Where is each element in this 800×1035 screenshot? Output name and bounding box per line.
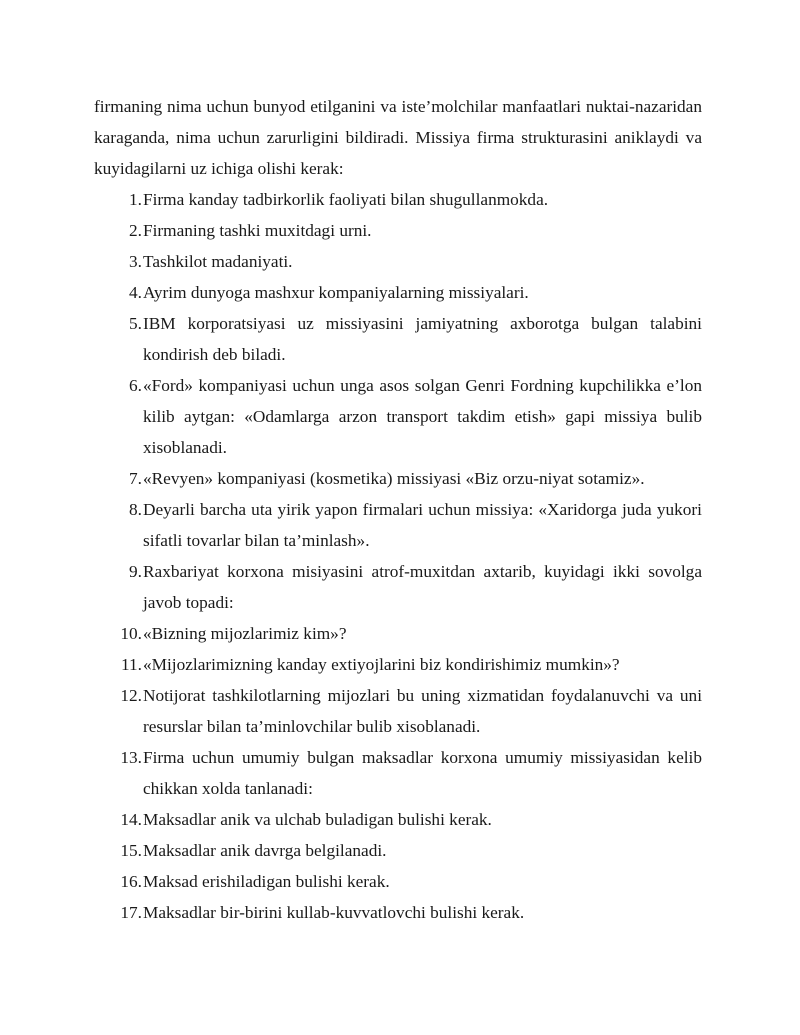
list-item bbox=[94, 494, 702, 556]
list-item-text: IBM korporatsiyasi uz missiyasini jamiyatning axborotga bulgan talabini kondirish deb biladi. bbox=[143, 314, 702, 364]
list-item-text: Ayrim dunyoga mashxur kompaniyalarning missiyalari. bbox=[143, 283, 529, 302]
list-item-number: 17. bbox=[120, 903, 142, 922]
list-item bbox=[94, 246, 702, 277]
list-item bbox=[94, 742, 702, 804]
list-item bbox=[94, 680, 702, 742]
list-item-text: Raxbariyat korxona misiyasini atrof-muxitdan axtarib, kuyidagi ikki sovolga javob topadi: bbox=[143, 562, 702, 612]
list-item-number: 3. bbox=[129, 252, 142, 271]
list-item-number: 5. bbox=[129, 314, 142, 333]
list-item bbox=[94, 370, 702, 463]
list-item-text: Tashkilot madaniyati. bbox=[143, 252, 293, 271]
numbered-list bbox=[94, 184, 702, 928]
list-item bbox=[94, 835, 702, 866]
list-item-number: 15. bbox=[120, 841, 142, 860]
list-item-text: Firma uchun umumiy bulgan maksadlar korxona umumiy missiyasidan kelib chikkan xolda tanlanadi: bbox=[143, 748, 702, 798]
list-item bbox=[94, 897, 702, 928]
intro-paragraph: firmaning nima uchun bunyod etilganini va iste’molchilar manfaatlari nuktai-nazaridan karaganda, nima uchun zarurligini bildiradi. Missiya firma strukturasini aniklaydi va kuyidagilarni uz ichiga olishi kerak: bbox=[94, 97, 702, 178]
document-page bbox=[94, 91, 702, 928]
list-item-text: Maksadlar bir-birini kullab-kuvvatlovchi bulishi kerak. bbox=[143, 903, 525, 922]
list-item-text: Maksad erishiladigan bulishi kerak. bbox=[143, 872, 390, 891]
list-item-text: Notijorat tashkilotlarning mijozlari bu uning xizmatidan foydalanuvchi va uni resurslar bilan ta’minlovchilar bulib xisoblanadi. bbox=[143, 686, 702, 736]
list-item-text: «Ford» kompaniyasi uchun unga asos solgan Genri Fordning kupchilikka e’lon kilib aytgan: «Odamlarga arzon transport takdim etish» gapi missiya bulib xisoblanadi. bbox=[143, 376, 702, 457]
list-item-number: 1. bbox=[129, 190, 142, 209]
list-item-number: 12. bbox=[120, 686, 142, 705]
list-item bbox=[94, 804, 702, 835]
list-item-number: 2. bbox=[129, 221, 142, 240]
list-item bbox=[94, 618, 702, 649]
list-item-text: Maksadlar anik va ulchab buladigan bulishi kerak. bbox=[143, 810, 492, 829]
list-item bbox=[94, 184, 702, 215]
list-item-number: 11. bbox=[121, 655, 142, 674]
list-item-number: 13. bbox=[120, 748, 142, 767]
list-item-number: 10. bbox=[120, 624, 142, 643]
list-item bbox=[94, 866, 702, 897]
list-item bbox=[94, 215, 702, 246]
list-item-text: «Revyen» kompaniyasi (kosmetika) missiyasi «Biz orzu-niyat sotamiz». bbox=[143, 469, 645, 488]
list-item-text: Firmaning tashki muxitdagi urni. bbox=[143, 221, 372, 240]
list-item-text: Firma kanday tadbirkorlik faoliyati bilan shugullanmokda. bbox=[143, 190, 549, 209]
list-item-text: Maksadlar anik davrga belgilanadi. bbox=[143, 841, 387, 860]
list-item bbox=[94, 556, 702, 618]
list-item-text: «Bizning mijozlarimiz kim»? bbox=[143, 624, 347, 643]
list-item-number: 14. bbox=[120, 810, 142, 829]
list-item-number: 4. bbox=[129, 283, 142, 302]
list-item-number: 8. bbox=[129, 500, 142, 519]
list-item-number: 9. bbox=[129, 562, 142, 581]
list-item bbox=[94, 649, 702, 680]
list-item bbox=[94, 463, 702, 494]
list-item-number: 6. bbox=[129, 376, 142, 395]
list-item bbox=[94, 308, 702, 370]
list-item bbox=[94, 277, 702, 308]
list-item-number: 7. bbox=[129, 469, 142, 488]
list-item-text: Deyarli barcha uta yirik yapon firmalari uchun missiya: «Xaridorga juda yukori sifatli tovarlar bilan ta’minlash». bbox=[143, 500, 702, 550]
list-item-number: 16. bbox=[120, 872, 142, 891]
list-item-text: «Mijozlarimizning kanday extiyojlarini biz kondirishimiz mumkin»? bbox=[143, 655, 620, 674]
